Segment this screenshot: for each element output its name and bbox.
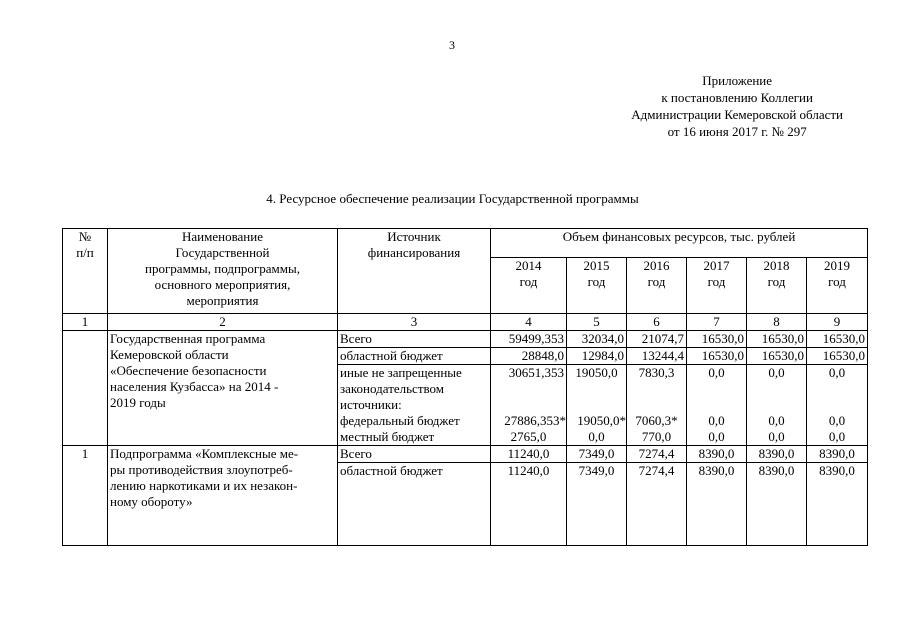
value-cell: 8390,0 (687, 446, 747, 463)
value-cell: 13244,4 (627, 348, 687, 365)
header-year: 2018 год (747, 257, 807, 313)
program-name: Государственная программа Кемеровской области «Обеспечение безопасности населения Кузбасса» на 2014 - 2019 годы (108, 331, 338, 446)
header-year: 2019 год (807, 257, 868, 313)
resource-table (62, 228, 868, 546)
appendix-line: к постановлению Коллегии (661, 90, 813, 105)
appendix-line: Приложение (702, 73, 773, 88)
subprogram-name: Подпрограмма «Комплексные ме- ры противодействия злоупотреб- лению наркотиками и их незакон- ному обороту» (108, 446, 338, 546)
header-source: Источник финансирования (338, 229, 491, 314)
page-number: 3 (449, 38, 455, 52)
appendix-line: Администрации Кемеровской области (631, 107, 843, 122)
source-cell: областной бюджет (338, 348, 491, 365)
value-cell: 0,0 (687, 429, 747, 446)
value-cell: 8390,0 (747, 446, 807, 463)
value-cell: 32034,0 (567, 331, 627, 348)
value-cell: 7349,0 (567, 446, 627, 463)
value-cell: 770,0 (627, 429, 687, 446)
value-cell: 8390,0 (807, 446, 868, 463)
source-cell: местный бюджет (338, 429, 491, 446)
value-cell: 0,0 (807, 365, 868, 382)
value-cell: 2765,0 (491, 429, 567, 446)
value-cell: 0,0 (807, 429, 868, 446)
value-cell: 7274,4 (627, 446, 687, 463)
source-cell: Всего (338, 446, 491, 463)
value-cell: 16530,0 (747, 348, 807, 365)
source-cell: законодательством (338, 381, 491, 397)
source-cell: областной бюджет (338, 463, 491, 546)
header-volume: Объем финансовых ресурсов, тыс. рублей (491, 229, 868, 258)
value-cell: 21074,7 (627, 331, 687, 348)
column-number-row: 1 2 3 4 5 6 7 8 9 (63, 314, 868, 331)
header-year: 2014 год (491, 257, 567, 313)
value-cell: 0,0 (807, 413, 868, 429)
value-cell: 19050,0* (567, 413, 627, 429)
subprogram-number: 1 (63, 446, 108, 546)
value-cell: 59499,353 (491, 331, 567, 348)
value-cell: 0,0 (747, 429, 807, 446)
program-number (63, 331, 108, 446)
source-cell: иные не запрещенные (338, 365, 491, 382)
source-cell: источники: (338, 397, 491, 413)
value-cell: 8390,0 (747, 463, 807, 546)
header-num: № п/п (63, 229, 108, 314)
value-cell: 12984,0 (567, 348, 627, 365)
value-cell: 27886,353* (491, 413, 567, 429)
value-cell: 19050,0 (567, 365, 627, 382)
source-cell: Всего (338, 331, 491, 348)
appendix-line: от 16 июня 2017 г. № 297 (667, 124, 807, 139)
value-cell: 16530,0 (747, 331, 807, 348)
table-row (63, 331, 868, 348)
value-cell: 16530,0 (807, 331, 868, 348)
value-cell: 8390,0 (687, 463, 747, 546)
value-cell: 0,0 (747, 413, 807, 429)
value-cell: 16530,0 (807, 348, 868, 365)
value-cell: 0,0 (567, 429, 627, 446)
value-cell: 11240,0 (491, 446, 567, 463)
header-year: 2017 год (687, 257, 747, 313)
section-title: 4. Ресурсное обеспечение реализации Государственной программы (266, 191, 639, 206)
value-cell: 7060,3* (627, 413, 687, 429)
header-year: 2016 год (627, 257, 687, 313)
source-cell: федеральный бюджет (338, 413, 491, 429)
value-cell: 7830,3 (627, 365, 687, 382)
value-cell: 0,0 (747, 365, 807, 382)
value-cell: 16530,0 (687, 331, 747, 348)
value-cell: 7274,4 (627, 463, 687, 546)
header-name: Наименование Государственной программы, подпрограммы, основного мероприятия, мероприятия (108, 229, 338, 314)
value-cell: 7349,0 (567, 463, 627, 546)
value-cell: 11240,0 (491, 463, 567, 546)
value-cell: 0,0 (687, 413, 747, 429)
value-cell: 0,0 (687, 365, 747, 382)
value-cell: 8390,0 (807, 463, 868, 546)
appendix-block (631, 72, 843, 140)
value-cell: 30651,353 (491, 365, 567, 382)
value-cell: 16530,0 (687, 348, 747, 365)
header-year: 2015 год (567, 257, 627, 313)
table-row (63, 446, 868, 463)
value-cell: 28848,0 (491, 348, 567, 365)
